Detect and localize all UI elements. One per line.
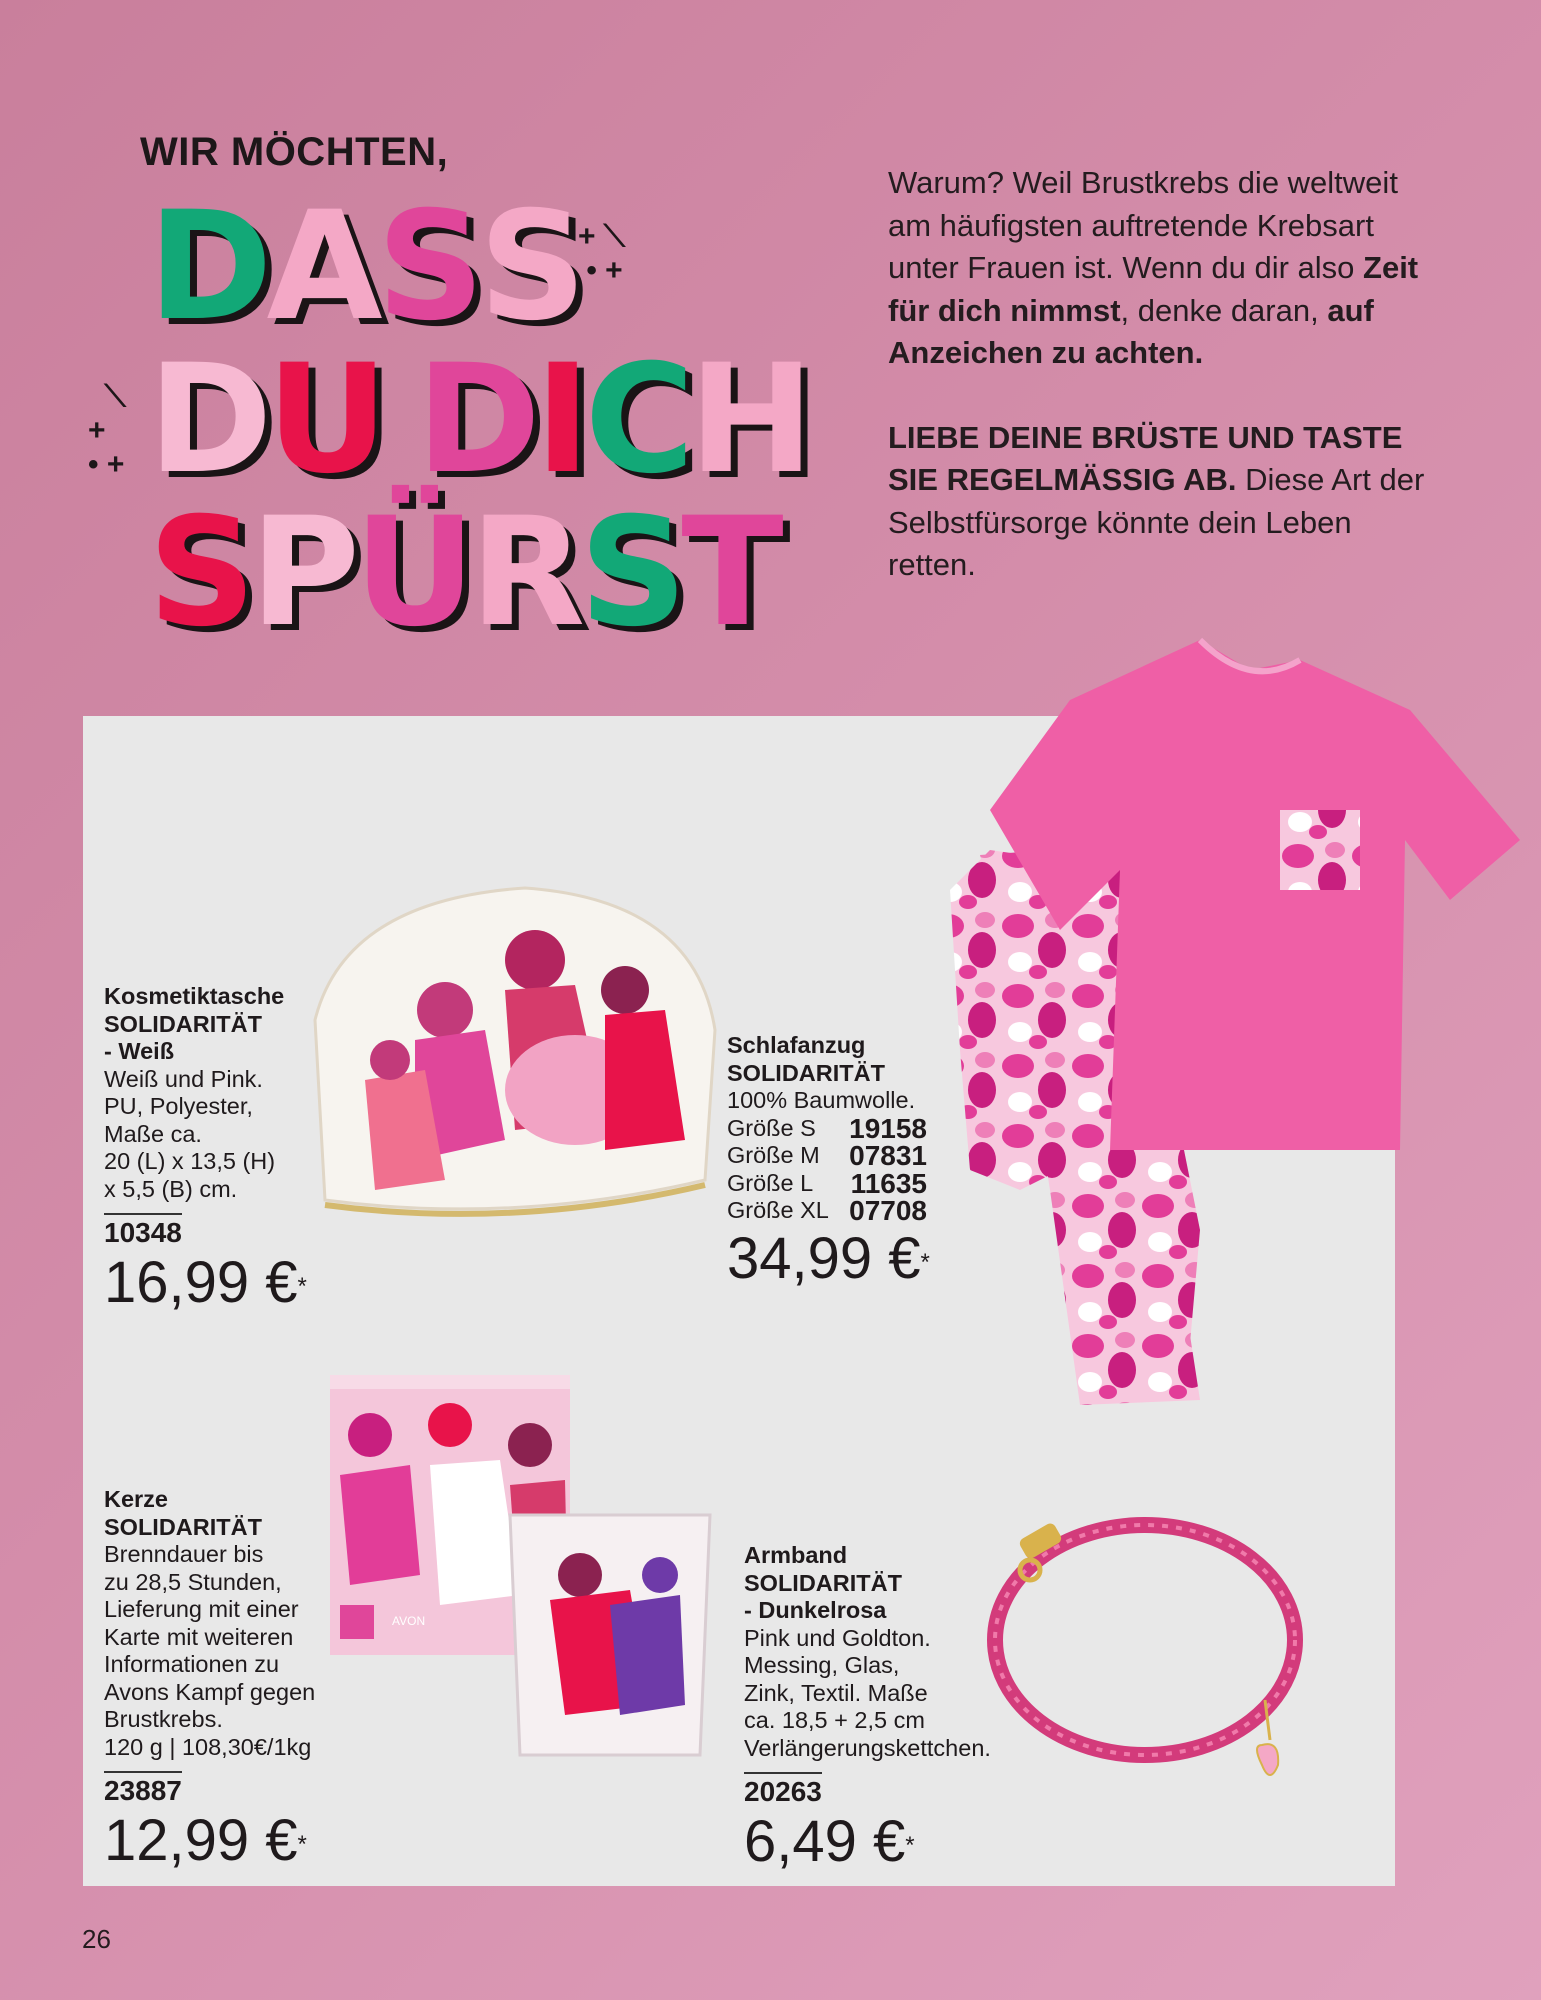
product-desc-line: Weiß und Pink. (104, 1065, 263, 1092)
product-desc-line: Maße ca. (104, 1120, 202, 1147)
headline-line-2 (148, 333, 809, 507)
product-desc-line: Karte mit weiteren (104, 1623, 294, 1650)
product-desc-line: Lieferung mit einer (104, 1596, 299, 1622)
product-desc-line: Brustkrebs. (104, 1706, 223, 1732)
product-name: SOLIDARITÄT (727, 1059, 885, 1086)
intro-paragraph-2: LIEBE DEINE BRÜSTE UND TASTE SIE REGELMÄSSIG AB. Diese Art der Selbstfürsorge könnte dein Leben retten. (888, 419, 1425, 582)
product-name: - Dunkelrosa (744, 1597, 887, 1623)
product-cosmetic-bag (104, 983, 307, 1315)
product-price: 34,99 €* (727, 1225, 930, 1291)
product-desc-line: zu 28,5 Stunden, (104, 1568, 282, 1595)
intro-text (888, 162, 1448, 587)
headline-letter: Ü (353, 486, 470, 660)
product-desc-line: PU, Polyester, (104, 1093, 253, 1119)
candle-box-brand: AVON (392, 1614, 426, 1628)
size-row: Größe XL 07708 (727, 1195, 927, 1226)
product-desc-line: Avons Kampf gegen (104, 1678, 316, 1705)
headline-letter: S (376, 180, 479, 354)
product-code: 20263 (744, 1772, 822, 1806)
product-name: Schlafanzug (727, 1032, 866, 1058)
sparkle-icon: ⟍ + • + (88, 380, 126, 481)
product-name: SOLIDARITÄT (104, 1513, 262, 1540)
candle-image (330, 1375, 740, 1765)
size-row: Größe S 19158 (727, 1112, 927, 1144)
product-price: 16,99 €* (104, 1249, 307, 1315)
product-code: 23887 (104, 1771, 182, 1805)
headline-letter: I (534, 333, 585, 507)
headline-letter: T (681, 486, 778, 660)
headline-line-3 (148, 486, 778, 660)
bracelet-image (980, 1500, 1310, 1820)
product-desc-line: Verlängerungskettchen. (744, 1734, 991, 1761)
intro-paragraph-1: Warum? Weil Brustkrebs die weltweit am häufigsten auftretende Krebsart unter Frauen ist. Wenn du dir also Zeit für dich nimmst, denke daran, auf Anzeichen zu achten. (888, 165, 1419, 370)
headline-letter: U (266, 333, 383, 507)
size-row: Größe L 11635 (727, 1167, 927, 1199)
headline-letter: D (416, 333, 535, 507)
product-desc-line: 20 (L) x 13,5 (H) (104, 1148, 276, 1174)
product-desc-line: ca. 18,5 + 2,5 cm (744, 1707, 925, 1733)
headline-letter: A (266, 180, 377, 354)
product-desc-line: 100% Baumwolle. (727, 1087, 916, 1113)
product-bracelet (744, 1542, 991, 1874)
page-number: 26 (82, 1924, 111, 1954)
sparkle-icon: + ⟍ • + (578, 220, 625, 287)
product-desc-line: Zink, Textil. Maße (744, 1679, 928, 1706)
headline-letter: C (584, 333, 689, 507)
headline-letter: S (579, 486, 682, 660)
headline-letter: D (148, 180, 267, 354)
headline-letter: P (250, 486, 354, 660)
headline-letter: D (148, 333, 267, 507)
cosmetic-bag-image (305, 880, 725, 1220)
product-desc-line: Informationen zu (104, 1651, 280, 1677)
headline-kicker: WIR MÖCHTEN, (140, 130, 449, 174)
product-desc-line: Brenndauer bis (104, 1541, 264, 1567)
product-name: Kerze (104, 1486, 169, 1512)
product-name: SOLIDARITÄT (744, 1569, 902, 1596)
product-desc-line: Messing, Glas, (744, 1652, 900, 1678)
headline-letter: S (148, 486, 251, 660)
headline-line-1 (148, 180, 581, 354)
product-pajama (727, 1032, 930, 1291)
size-row: Größe M 07831 (727, 1140, 927, 1171)
pajama-image (930, 630, 1520, 1410)
product-name: Kosmetiktasche (104, 983, 285, 1009)
product-name: Armband (744, 1542, 848, 1568)
product-code: 10348 (104, 1213, 182, 1247)
product-desc-line: 120 g | 108,30€/1kg (104, 1733, 312, 1760)
headline-letter: S (478, 180, 581, 354)
product-name: - Weiß (104, 1038, 175, 1064)
product-desc-line: x 5,5 (B) cm. (104, 1175, 238, 1202)
product-price: 6,49 €* (744, 1808, 915, 1874)
product-candle (104, 1486, 315, 1873)
headline-letter: R (469, 486, 580, 660)
product-price: 12,99 €* (104, 1807, 307, 1873)
product-desc-line: Pink und Goldton. (744, 1624, 931, 1651)
product-name: SOLIDARITÄT (104, 1010, 262, 1037)
headline-letter: H (688, 333, 809, 507)
